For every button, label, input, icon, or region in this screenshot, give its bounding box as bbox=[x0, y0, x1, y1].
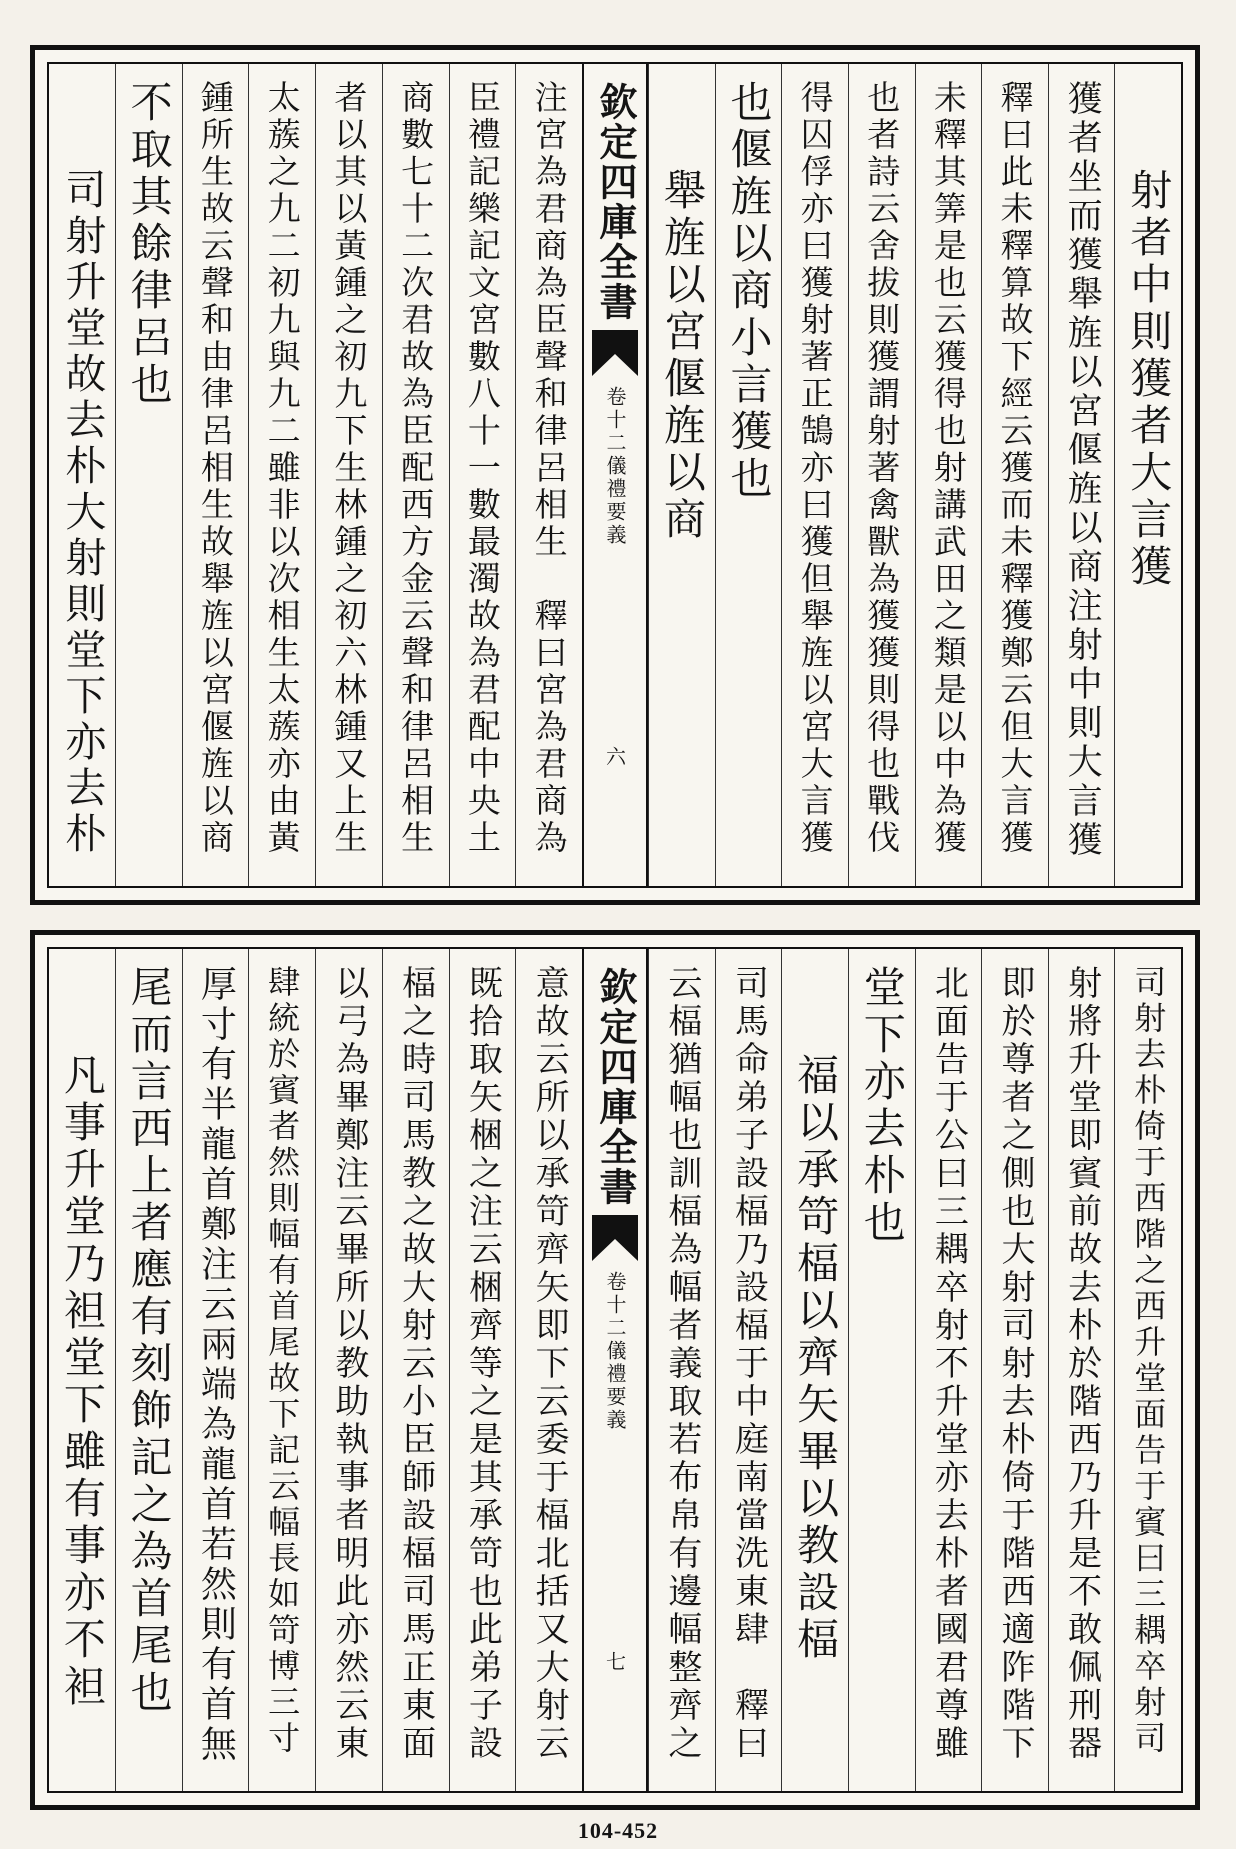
column-text: 堂下亦去朴也 bbox=[857, 965, 907, 1247]
text-column bbox=[115, 64, 182, 886]
book-info bbox=[604, 386, 626, 547]
column-text: 臣禮記樂記文宮數八十一數最濁故為君配中央土 bbox=[462, 80, 502, 857]
footer-page-number: 104-452 bbox=[577, 1818, 659, 1843]
column-text: 不取其餘律呂也 bbox=[124, 80, 174, 409]
text-column bbox=[315, 949, 382, 1791]
text-column bbox=[848, 949, 915, 1791]
text-column bbox=[915, 64, 982, 886]
text-column bbox=[648, 949, 715, 1791]
volume-label: 卷十二 bbox=[603, 386, 627, 455]
text-column bbox=[182, 64, 249, 886]
column-text: 未釋其筭是也云獲得也射講武田之類是以中為獲 bbox=[928, 80, 968, 857]
column-text: 北面告于公曰三耦卒射不升堂亦去朴者國君尊雖 bbox=[928, 965, 969, 1763]
text-column bbox=[848, 64, 915, 886]
text-column bbox=[49, 949, 115, 1791]
text-column bbox=[915, 949, 982, 1791]
column-text: 射者中則獲者大言獲 bbox=[1124, 168, 1174, 591]
center-fold bbox=[582, 64, 648, 886]
text-column bbox=[449, 64, 516, 886]
column-text: 以弓為畢鄭注云畢所以教助執事者明此亦然云東 bbox=[328, 965, 369, 1763]
text-column bbox=[981, 64, 1048, 886]
center-fold bbox=[582, 949, 648, 1791]
column-text: 厚寸有半龍首鄭注云兩端為龍首若然則有首無 bbox=[195, 965, 237, 1765]
column-text: 楅之時司馬教之故大射云小臣師設楅司馬正東面 bbox=[395, 965, 436, 1763]
text-column bbox=[315, 64, 382, 886]
column-text: 獲者坐而獲舉旌以宮偃旌以商注射中則大言獲 bbox=[1062, 80, 1103, 860]
column-text: 既拾取矢梱之注云梱齊等之是其承笴也此弟子設 bbox=[462, 965, 503, 1763]
column-text: 射將升堂即賓前故去朴於階西乃升是不敢佩刑器 bbox=[1061, 965, 1102, 1763]
bottom-right-half bbox=[648, 949, 1181, 1791]
text-column bbox=[49, 64, 115, 886]
book-title: 儀禮要義 bbox=[603, 455, 627, 547]
book-info bbox=[604, 1271, 626, 1432]
fishtail-mark-icon bbox=[592, 330, 638, 376]
column-text: 意故云所以承笴齊矢即下云委于楅北括又大射云 bbox=[529, 965, 570, 1763]
text-column bbox=[1048, 64, 1115, 886]
column-text: 鍾所生故云聲和由律呂相生故舉旌以宮偃旌以商 bbox=[195, 80, 235, 857]
column-text: 商數七十二次君故為臣配西方金云聲和律呂相生 bbox=[396, 80, 436, 857]
page-number: 六 bbox=[602, 746, 627, 766]
column-text: 福以承笴楅以齊矢畢以教設楅 bbox=[791, 1053, 841, 1664]
text-column bbox=[248, 64, 315, 886]
column-text: 凡事升堂乃袒堂下雖有事亦不袒 bbox=[57, 1053, 107, 1711]
text-column bbox=[1114, 64, 1181, 886]
text-column bbox=[449, 949, 516, 1791]
volume-label: 卷十二 bbox=[603, 1271, 627, 1340]
bottom-page-frame bbox=[30, 930, 1200, 1810]
column-text: 尾而言西上者應有刻飾記之為首尾也 bbox=[124, 965, 174, 1717]
column-text: 者以其以黃鍾之初九下生林鍾之初六林鍾又上生 bbox=[329, 80, 369, 857]
text-column bbox=[1048, 949, 1115, 1791]
column-text: 云楅猶幅也訓楅為幅者義取若布帛有邊幅整齊之 bbox=[661, 965, 702, 1763]
top-right-half bbox=[648, 64, 1181, 886]
column-text: 也偃旌以商小言獲也 bbox=[724, 80, 774, 503]
column-text: 司馬命弟子設楅乃設楅于中庭南當洗東肆 釋曰 bbox=[728, 965, 769, 1763]
bottom-page-inner-border bbox=[47, 947, 1183, 1793]
top-page-frame bbox=[30, 45, 1200, 905]
column-text: 即於尊者之側也大射司射去朴倚于階西適阼階下 bbox=[994, 965, 1035, 1763]
column-text: 釋曰此未釋算故下經云獲而未釋獲鄭云但大言獲 bbox=[995, 80, 1035, 857]
text-column bbox=[1114, 949, 1181, 1791]
top-left-half bbox=[49, 64, 582, 886]
column-text: 司射去朴倚于西階之西升堂面告于賓曰三耦卒射司 bbox=[1129, 965, 1168, 1757]
text-column bbox=[715, 949, 782, 1791]
collection-title: 欽定四庫全書 bbox=[593, 82, 638, 322]
text-column bbox=[715, 64, 782, 886]
collection-title: 欽定四庫全書 bbox=[593, 967, 638, 1207]
top-page-inner-border bbox=[47, 62, 1183, 888]
text-column bbox=[248, 949, 315, 1791]
text-column bbox=[515, 64, 582, 886]
text-column bbox=[515, 949, 582, 1791]
fishtail-mark-icon bbox=[592, 1215, 638, 1261]
text-column bbox=[182, 949, 249, 1791]
text-column bbox=[382, 949, 449, 1791]
column-text: 太蔟之九二初九與九二雖非以次相生太蔟亦由黃 bbox=[262, 80, 302, 857]
text-column bbox=[115, 949, 182, 1791]
column-text: 注宮為君商為臣聲和律呂相生 釋曰宮為君商為 bbox=[529, 80, 569, 857]
bottom-left-half bbox=[49, 949, 582, 1791]
column-text: 也者詩云舍拔則獲謂射著禽獸為獲獲則得也戰伐 bbox=[862, 80, 902, 857]
column-text: 肆統於賓者然則幅有首尾故下記云幅長如笴博三寸 bbox=[263, 965, 302, 1757]
text-column bbox=[648, 64, 715, 886]
text-column bbox=[781, 64, 848, 886]
text-column bbox=[781, 949, 848, 1791]
book-title: 儀禮要義 bbox=[603, 1340, 627, 1432]
column-text: 司射升堂故去朴大射則堂下亦去朴 bbox=[58, 168, 107, 858]
page-number: 七 bbox=[602, 1651, 627, 1671]
column-text: 得囚俘亦曰獲射著正鵠亦曰獲但舉旌以宮大言獲 bbox=[795, 80, 835, 857]
column-text: 舉旌以宮偃旌以商 bbox=[657, 168, 707, 544]
text-column bbox=[382, 64, 449, 886]
text-column bbox=[981, 949, 1048, 1791]
